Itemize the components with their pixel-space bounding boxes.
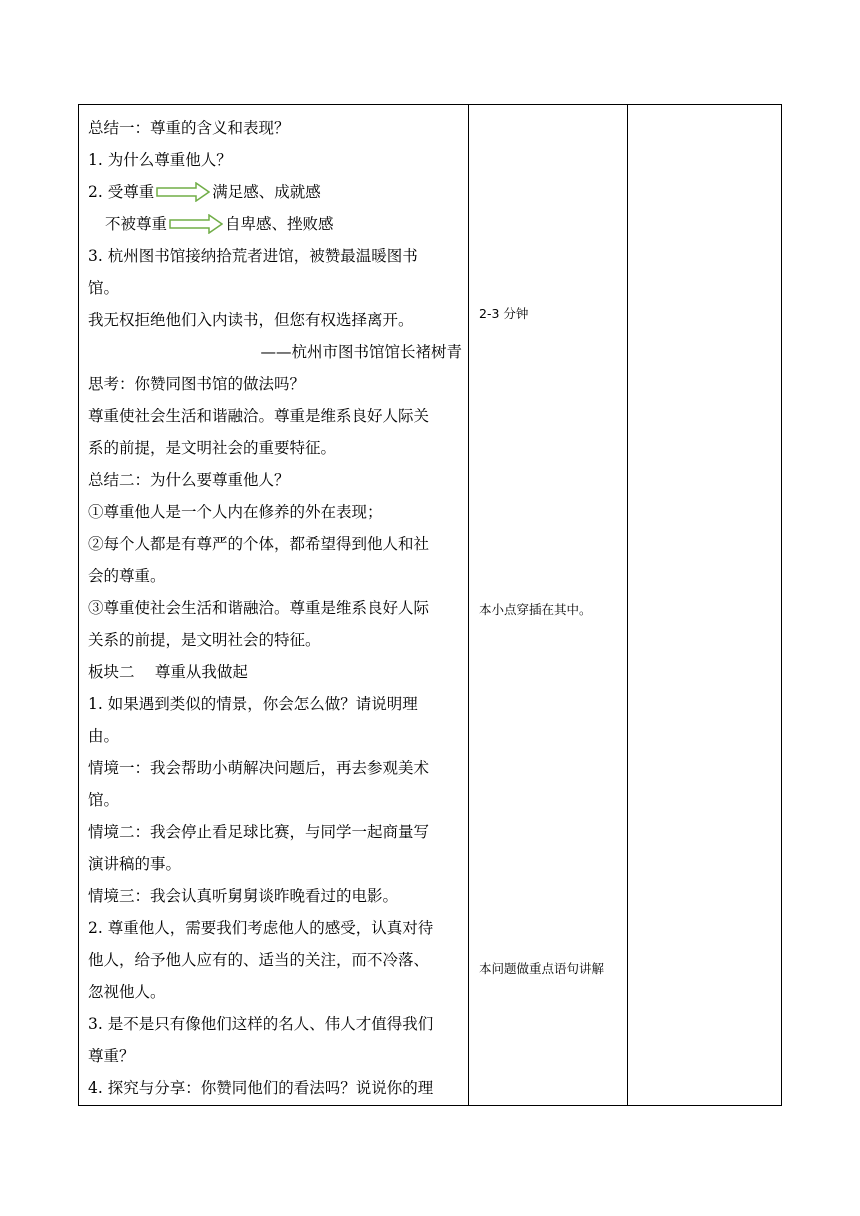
content-line: 尊重使社会生活和谐融洽。尊重是维系良好人际关 <box>88 407 430 425</box>
content-line: 4. 探究与分享：你赞同他们的看法吗？说说你的理 <box>88 1079 434 1097</box>
content-line: 思考：你赞同图书馆的做法吗？ <box>88 375 306 393</box>
content-line: 由。 <box>88 727 120 745</box>
design-note: 本小点穿插在其中。 <box>479 602 592 617</box>
content-line: 3. 是不是只有像他们这样的名人、伟人才值得我们 <box>88 1015 434 1033</box>
content-line: 馆。 <box>88 279 120 297</box>
content-line: 3. 杭州图书馆接纳拾荒者进馆，被赞最温暖图书 <box>88 247 418 265</box>
right-arrow-icon <box>169 214 223 234</box>
content-line: 馆。 <box>88 791 120 809</box>
content-line: 1. 为什么尊重他人？ <box>88 151 232 169</box>
not-respected-row <box>88 208 464 240</box>
quote-attribution: ——杭州市图书馆馆长褚树青 <box>260 343 462 361</box>
content-line: 尊重？ <box>88 1047 135 1065</box>
right-arrow-icon <box>156 182 210 202</box>
content-line: 情境一：我会帮助小萌解决问题后，再去参观美术 <box>88 759 430 777</box>
content-line: 关系的前提，是文明社会的特征。 <box>88 631 321 649</box>
not-respected-label: 不被尊重 <box>105 215 168 233</box>
respected-result: 满足感、成就感 <box>212 183 321 201</box>
content-line: 忽视他人。 <box>88 983 166 1001</box>
respected-row <box>88 176 464 208</box>
summary-two-heading: 总结二：为什么要尊重他人？ <box>88 471 290 489</box>
content-line: ②每个人都是有尊严的个体，都希望得到他人和社 <box>88 535 430 553</box>
content-line: ③尊重使社会生活和谐融洽。尊重是维系良好人际 <box>88 599 430 617</box>
content-line: 他人，给予他人应有的、适当的关注，而不冷落、 <box>88 951 430 969</box>
content-line: ①尊重他人是一个人内在修养的外在表现； <box>88 503 383 521</box>
content-line: 系的前提，是文明社会的重要特征。 <box>88 439 337 457</box>
time-note: 2-3 分钟 <box>479 306 529 321</box>
content-line: 1. 如果遇到类似的情景，你会怎么做？请说明理 <box>88 695 418 713</box>
summary-one-heading: 总结一：尊重的含义和表现？ <box>88 119 290 137</box>
not-respected-result: 自卑感、挫败感 <box>225 215 334 233</box>
content-line: 演讲稿的事。 <box>88 855 182 873</box>
column-divider-2 <box>627 105 628 1105</box>
respected-label: 2. 受尊重 <box>88 183 155 201</box>
teaching-content-column <box>88 112 464 1104</box>
design-note: 本问题做重点语句讲解 <box>479 961 605 976</box>
column-divider-1 <box>468 105 469 1105</box>
lesson-table <box>78 104 782 1106</box>
quote-line: 我无权拒绝他们入内读书，但您有权选择离开。 <box>88 311 414 329</box>
content-line: 情境三：我会认真听舅舅谈昨晚看过的电影。 <box>88 887 399 905</box>
content-line: 2. 尊重他人，需要我们考虑他人的感受，认真对待 <box>88 919 434 937</box>
section-two-heading: 板块二 尊重从我做起 <box>88 663 248 681</box>
content-line: 会的尊重。 <box>88 567 166 585</box>
content-line: 情境二：我会停止看足球比赛，与同学一起商量写 <box>88 823 430 841</box>
